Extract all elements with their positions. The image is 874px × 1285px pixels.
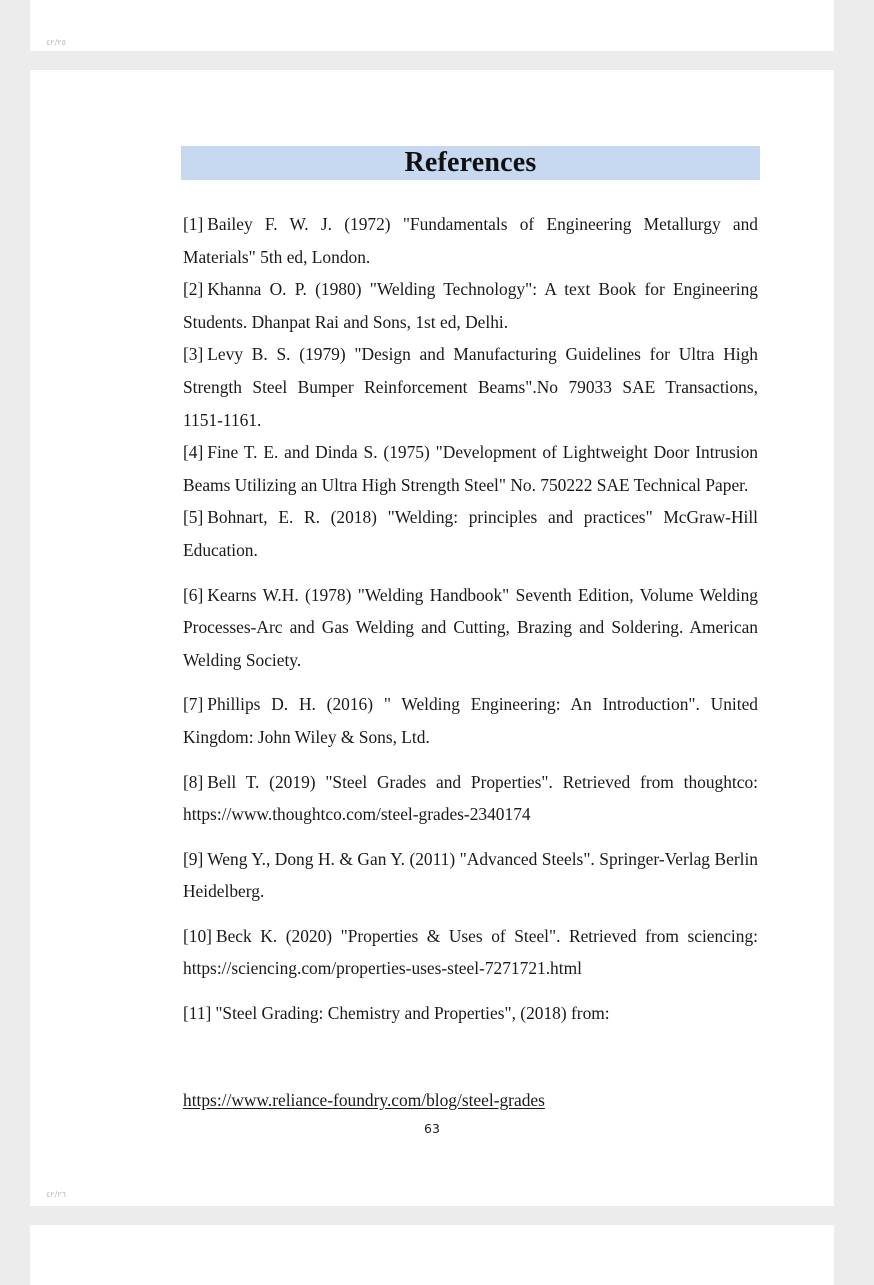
reference-number: [9] <box>183 848 204 869</box>
reference-number: [2] <box>183 279 204 300</box>
reference-item <box>183 208 758 273</box>
reference-text: Weng Y., Dong H. & Gan Y. (2011) "Advanced Steels". Springer-Verlag Berlin Heidelberg. <box>183 848 758 902</box>
reference-number: [3] <box>183 344 204 365</box>
page-indicator: ٤٢/٢٥ <box>46 38 66 47</box>
reference-text: Phillips D. H. (2016) " Welding Engineering: An Introduction". United Kingdom: John Wiley & Sons, Ltd. <box>183 694 758 747</box>
reference-number: [8] <box>183 771 204 792</box>
document-page <box>30 70 834 1206</box>
reference-text: Fine T. E. and Dinda S. (1975) "Development of Lightweight Door Intrusion Beams Utilizing an Ultra High Strength Steel" No. 750222 SAE Technical Paper. <box>183 442 758 495</box>
reference-item <box>183 338 758 436</box>
reference-item <box>183 920 758 985</box>
reference-item <box>183 501 758 566</box>
reference-number: [11] <box>183 1003 212 1024</box>
reference-item <box>183 766 758 831</box>
previous-page <box>30 0 834 51</box>
reference-text: Levy B. S. (1979) "Design and Manufacturing Guidelines for Ultra High Strength Steel Bumper Reinforcement Beams".No 79033 SAE Transactions, 1151-1161. <box>183 344 758 430</box>
reference-link[interactable]: https://www.reliance-foundry.com/blog/steel-grades <box>183 1090 545 1110</box>
reference-text: Khanna O. P. (1980) "Welding Technology": A text Book for Engineering Students. Dhanpat Rai and Sons, 1st ed, Delhi. <box>183 279 758 332</box>
reference-number: [6] <box>183 584 204 605</box>
reference-item <box>183 273 758 338</box>
next-page <box>30 1225 834 1285</box>
reference-text: Beck K. (2020) "Properties & Uses of Steel". Retrieved from sciencing: https://sciencing.com/properties-uses-steel-7271721.html <box>183 925 758 979</box>
reference-text: Kearns W.H. (1978) "Welding Handbook" Seventh Edition, Volume Welding Processes-Arc and Gas Welding and Cutting, Brazing and Soldering. American Welding Society. <box>183 584 758 670</box>
reference-text: "Steel Grading: Chemistry and Properties", (2018) from: <box>215 1003 610 1024</box>
reference-item <box>183 688 758 753</box>
reference-text: Bohnart, E. R. (2018) "Welding: principles and practices" McGraw-Hill Education. <box>183 507 758 560</box>
reference-item <box>183 843 758 908</box>
reference-item <box>183 997 758 1030</box>
reference-number: [10] <box>183 925 212 946</box>
page-number: 63 <box>424 1121 440 1136</box>
reference-number: [4] <box>183 442 204 463</box>
page-indicator: ٤٢/٢٦ <box>46 1190 66 1199</box>
reference-item <box>183 436 758 501</box>
page-title: References <box>404 147 537 178</box>
reference-number: [1] <box>183 214 204 234</box>
reference-text: Bailey F. W. J. (1972) "Fundamentals of Engineering Metallurgy and Materials" 5th ed, London. <box>183 214 758 267</box>
reference-list <box>183 208 758 1030</box>
reference-number: [5] <box>183 507 204 528</box>
references-heading-band <box>181 146 760 180</box>
reference-number: [7] <box>183 694 204 715</box>
reference-item <box>183 579 758 677</box>
reference-text: Bell T. (2019) "Steel Grades and Properties". Retrieved from thoughtco: https://www.thoughtco.com/steel-grades-2340174 <box>183 771 758 825</box>
